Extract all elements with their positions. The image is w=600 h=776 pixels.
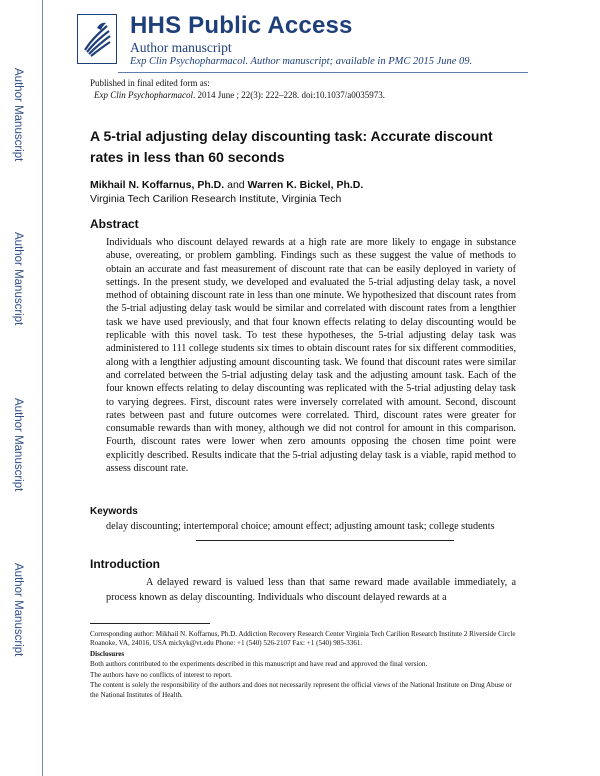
publication-citation [90,89,385,101]
author-list [90,178,363,192]
author-block [90,178,363,206]
introduction-body: A delayed reward is valued less than that same reward made available immediately, a process known as delay discounting. Individuals who discount delayed rewards at a [106,577,516,603]
author-manuscript-margin [0,0,43,776]
footnotes [90,630,520,701]
introduction-heading: Introduction [90,557,160,571]
keywords-divider [196,540,454,541]
hhs-eagle-logo-icon [77,14,117,64]
keywords-heading: Keywords [90,506,138,517]
author-conjunction: and [224,179,248,191]
side-label-2: Author Manuscript [12,232,24,326]
author-bickel: Warren K. Bickel, Ph.D. [247,179,364,191]
published-label: Published in final edited form as: [90,78,210,88]
side-label-4: Author Manuscript [12,563,24,657]
publication-info [90,77,385,101]
publication-details: . 2014 June ; 22(3): 222–228. doi:10.1037/a0035973. [192,90,385,100]
footnote-disclosure-3: The content is solely the responsibility of the authors and does not necessarily represent the official views of the National Institute on Drug Abuse or the National Institutes of Health. [90,681,512,699]
side-label-1: Author Manuscript [12,68,24,162]
abstract-body: Individuals who discount delayed rewards at a high rate are more likely to engage in substance abuse, overeating, or problem gambling. Findings such as these suggest the value of methods to obtain an accurate and fast measurement of discount rate that can be easily deployed in variety of settings. In the present study, we developed and evaluated the 5-trial adjusting delay task, a novel method of obtaining discount rate in less than one minute. We hypothesized that discount rates from the 5-trial adjusting delay task would be similar and correlated with discount rates from a lengthier task we have used previously, and that four known effects relating to delay discounting would be replicable with this novel task. To test these hypotheses, the 5-trial adjusting delay task was administered to 111 college students six times to obtain discount rates for six different commodities, along with a lengthier adjusting amount discounting task. We found that discount rates were similar and correlated between the 5-trial adjusting delay task and the adjusting amount task. Each of the four known effects relating to delay discounting was replicated with the 5-trial adjusting delay task to varying degrees. First, discount rates were inversely correlated with amount. Second, discount rates between past and future outcomes were correlated. Third, discount rates were greater for consumable rewards than with money, although we did not control for amount in this comparison. Fourth, discount rates were lower when zero amounts opposing the chosen time point were explicitly described. Results indicate that the 5-trial adjusting delay task is a viable, rapid method to assess discount rate. [106,237,516,475]
footnote-disclosure-2: The authors have no conflicts of interest to report. [90,670,233,679]
author-koffarnus: Mikhail N. Koffarnus, Ph.D. [90,179,225,191]
footnote-disclosure-1: Both authors contributed to the experiments described in this manuscript and have read and approved the final version. [90,660,428,669]
footnote-corresponding-author: Corresponding author: Mikhail N. Koffarnus, Ph.D. Addiction Recovery Research Center Virginia Tech Carilion Research Institute 2 Riverside Circle Roanoke, VA, 24016, USA mickyk@vt.edu Phone: +1 (540) 526-2107 Fax: +1 (540) 985-3361. [90,630,516,648]
author-affiliation: Virginia Tech Carilion Research Institute, Virginia Tech [90,193,342,205]
header-divider [118,72,528,73]
footnote-disclosures-heading: Disclosures [90,649,125,658]
keywords-list: delay discounting; intertemporal choice; amount effect; adjusting amount task; college students [106,521,495,532]
author-manuscript-subtitle: Author manuscript [130,40,232,55]
abstract-heading: Abstract [90,217,139,231]
header-journal-name: Exp Clin Psychopharmacol [130,56,246,67]
availability-line [130,56,472,67]
footnote-divider [90,623,210,624]
publication-journal: Exp Clin Psychopharmacol [94,90,193,100]
paper-title: A 5-trial adjusting delay discounting task: Accurate discount rates in less than 60 seconds [90,128,493,165]
availability-text: . Author manuscript; available in PMC 2015 June 09. [245,56,473,67]
hhs-public-access-title: HHS Public Access [130,12,353,39]
side-label-3: Author Manuscript [12,398,24,492]
